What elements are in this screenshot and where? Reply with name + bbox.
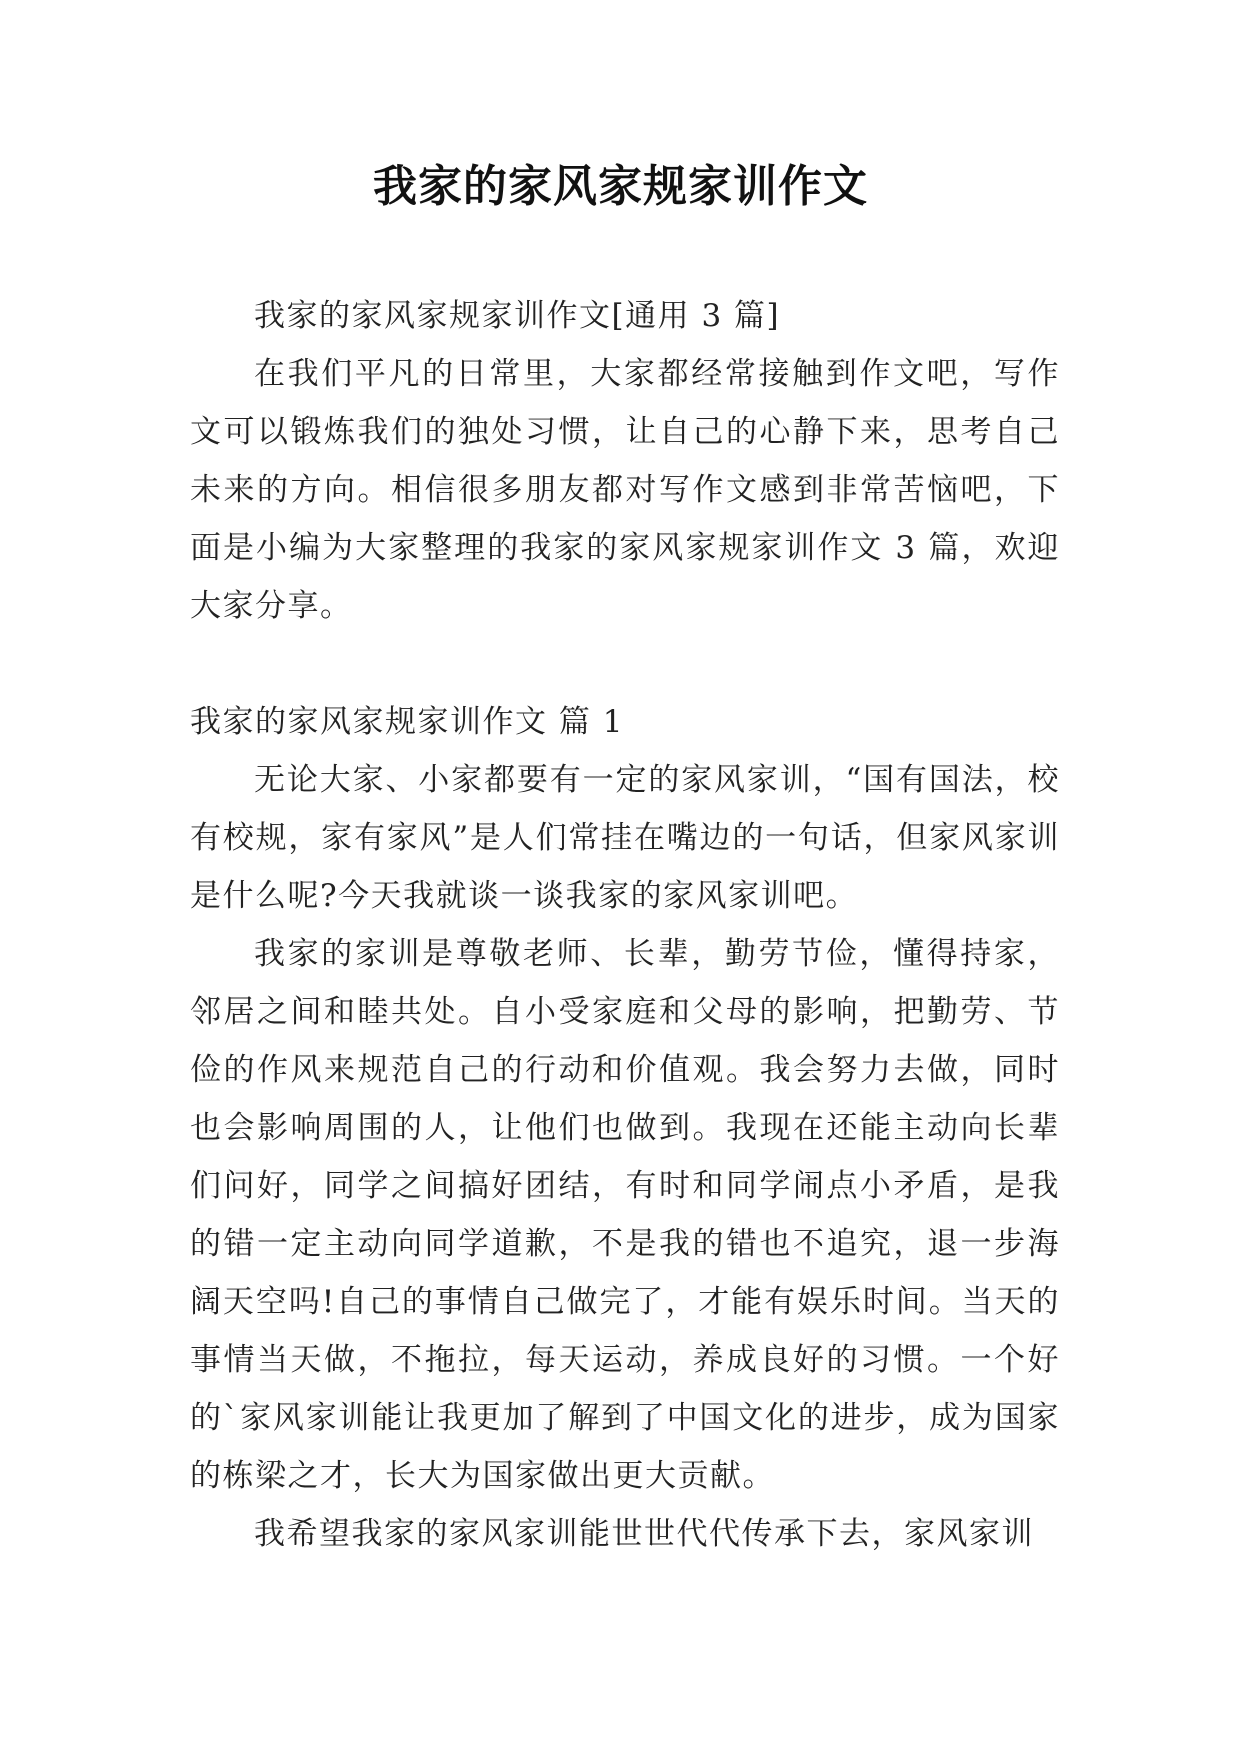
body-paragraph-1: 无论大家、小家都要有一定的家风家训，“国有国法，校有校规，家有家风”是人们常挂在嘴边的一句话，但家风家训是什么呢?今天我就谈一谈我家的家风家训吧。: [190, 762, 1060, 914]
body-paragraph-3: 我希望我家的家风家训能世世代代传承下去，家风家训: [254, 1516, 1034, 1552]
body-paragraph-2: 我家的家训是尊敬老师、长辈，勤劳节俭，懂得持家，邻居之间和睦共处。自小受家庭和父母的影响，把勤劳、节俭的作风来规范自己的行动和价值观。我会努力去做，同时也会影响周围的人，让他们也做到。我现在还能主动向长辈们问好，同学之间搞好团结，有时和同学闹点小矛盾，是我的错一定主动向同学道歉，不是我的错也不追究，退一步海阔天空吗!自己的事情自己做完了，才能有娱乐时间。当天的事情当天做，不拖拉，每天运动，养成良好的习惯。一个好的`家风家训能让我更加了解到了中国文化的进步，成为国家的栋梁之才，长大为国家做出更大贡献。: [190, 936, 1060, 1494]
section-heading: 我家的家风家规家训作文 篇 1: [190, 704, 624, 740]
document-title: 我家的家风家规家训作文: [373, 161, 868, 212]
document-body: [190, 287, 1060, 1563]
intro-paragraph: 在我们平凡的日常里，大家都经常接触到作文吧，写作文可以锻炼我们的独处习惯，让自己的心静下来，思考自己未来的方向。相信很多朋友都对写作文感到非常苦恼吧，下面是小编为大家整理的我家的家风家规家训作文 3 篇，欢迎大家分享。: [190, 356, 1060, 624]
document-subtitle: 我家的家风家规家训作文[通用 3 篇]: [254, 298, 781, 334]
